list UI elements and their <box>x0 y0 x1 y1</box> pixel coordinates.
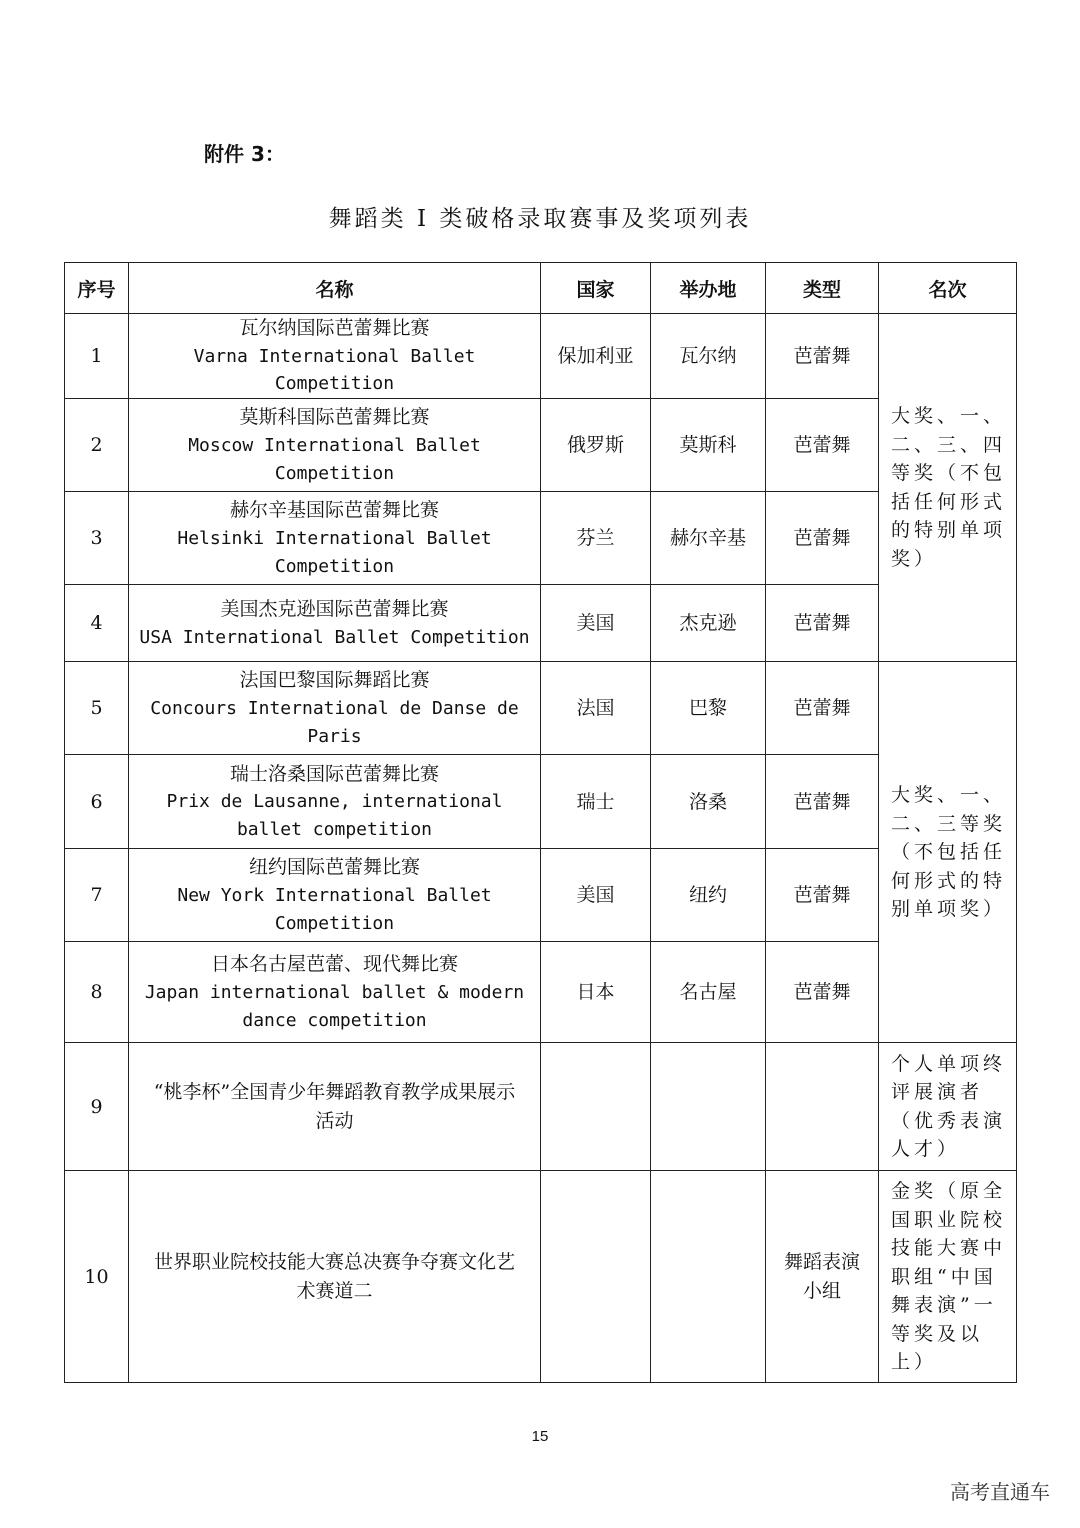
row-venue <box>651 1043 766 1171</box>
name-en: Japan international ballet & modern dance competition <box>144 981 525 1031</box>
rank-group-2: 大奖、一、二、三等奖（不包括任何形式的特别单项奖） <box>879 662 1017 1043</box>
name-zh: 瑞士洛桑国际芭蕾舞比赛 <box>229 762 439 785</box>
header-rank: 名次 <box>879 263 1017 314</box>
row-venue: 纽约 <box>651 849 766 942</box>
row-no: 8 <box>65 942 129 1043</box>
row-country: 日本 <box>541 942 651 1043</box>
row-name <box>129 314 541 399</box>
table-row <box>65 585 1017 662</box>
row-name <box>129 662 541 755</box>
row-country: 美国 <box>541 849 651 942</box>
table-header-row <box>65 263 1017 314</box>
name-zh: 法国巴黎国际舞蹈比赛 <box>239 669 430 692</box>
row-venue: 莫斯科 <box>651 399 766 492</box>
row-name <box>129 755 541 849</box>
table-row <box>65 492 1017 585</box>
name-en: Moscow International Ballet Competition <box>188 434 481 484</box>
row-country: 芬兰 <box>541 492 651 585</box>
name-en: Prix de Lausanne, international ballet competition <box>166 791 503 841</box>
row-country: 美国 <box>541 585 651 662</box>
name-zh: 纽约国际芭蕾舞比赛 <box>248 856 420 879</box>
row-venue: 洛桑 <box>651 755 766 849</box>
row-type: 芭蕾舞 <box>766 755 879 849</box>
row-name <box>129 1171 541 1383</box>
row-name <box>129 492 541 585</box>
rank-group-1: 大奖、一、二、三、四等奖（不包括任何形式的特别单项奖） <box>879 314 1017 662</box>
header-country: 国家 <box>541 263 651 314</box>
row-type <box>766 1043 879 1171</box>
table-row <box>65 399 1017 492</box>
row-no: 1 <box>65 314 129 399</box>
name-zh: 美国杰克逊国际芭蕾舞比赛 <box>220 598 449 621</box>
row-name <box>129 849 541 942</box>
row-country: 俄罗斯 <box>541 399 651 492</box>
name-zh: 莫斯科国际芭蕾舞比赛 <box>239 406 430 429</box>
page-number: 15 <box>531 1428 549 1445</box>
row-venue: 瓦尔纳 <box>651 314 766 399</box>
name-zh: 世界职业院校技能大赛总决赛争夺赛文化艺术赛道二 <box>153 1251 515 1302</box>
name-en: New York International Ballet Competition <box>177 884 492 934</box>
row-type: 芭蕾舞 <box>766 942 879 1043</box>
header-no: 序号 <box>65 263 129 314</box>
name-zh: “桃李杯”全国青少年舞蹈教育教学成果展示活动 <box>153 1081 516 1132</box>
row-venue: 名古屋 <box>651 942 766 1043</box>
row-country: 法国 <box>541 662 651 755</box>
row-no: 3 <box>65 492 129 585</box>
row-no: 5 <box>65 662 129 755</box>
row-venue: 杰克逊 <box>651 585 766 662</box>
competition-table <box>64 262 1017 1383</box>
row-name <box>129 1043 541 1171</box>
row-venue: 赫尔辛基 <box>651 492 766 585</box>
row-country <box>541 1043 651 1171</box>
table-row <box>65 755 1017 849</box>
row-type: 芭蕾舞 <box>766 492 879 585</box>
row-type: 芭蕾舞 <box>766 314 879 399</box>
row-name <box>129 585 541 662</box>
header-name: 名称 <box>129 263 541 314</box>
table-row <box>65 1043 1017 1171</box>
row-type: 芭蕾舞 <box>766 662 879 755</box>
row-type: 芭蕾舞 <box>766 849 879 942</box>
row-country <box>541 1171 651 1383</box>
table-row <box>65 662 1017 755</box>
row-no: 7 <box>65 849 129 942</box>
row-venue: 巴黎 <box>651 662 766 755</box>
name-zh: 日本名古屋芭蕾、现代舞比赛 <box>210 953 458 976</box>
row-no: 9 <box>65 1043 129 1171</box>
rank-row-10: 金奖（原全国职业院校技能大赛中职组“中国舞表演”一等奖及以上） <box>879 1171 1017 1383</box>
row-no: 6 <box>65 755 129 849</box>
table-row <box>65 849 1017 942</box>
row-no: 4 <box>65 585 129 662</box>
name-en: Helsinki International Ballet Competition <box>177 527 492 577</box>
row-no: 10 <box>65 1171 129 1383</box>
row-type: 芭蕾舞 <box>766 585 879 662</box>
row-type: 舞蹈表演小组 <box>766 1171 879 1383</box>
row-name <box>129 399 541 492</box>
name-zh: 赫尔辛基国际芭蕾舞比赛 <box>229 499 439 522</box>
name-zh: 瓦尔纳国际芭蕾舞比赛 <box>239 317 430 339</box>
rank-row-9: 个人单项终评展演者（优秀表演人才） <box>879 1043 1017 1171</box>
row-type: 芭蕾舞 <box>766 399 879 492</box>
table-row <box>65 314 1017 399</box>
header-venue: 举办地 <box>651 263 766 314</box>
name-en: Concours International de Danse de Paris <box>150 697 519 747</box>
attachment-label: 附件 3： <box>204 142 285 166</box>
page-title: 舞蹈类 Ⅰ 类破格录取赛事及奖项列表 <box>328 206 752 232</box>
table-row <box>65 942 1017 1043</box>
row-no: 2 <box>65 399 129 492</box>
row-venue <box>651 1171 766 1383</box>
table-row <box>65 1171 1017 1383</box>
watermark: 高考直通车 <box>950 1480 1050 1504</box>
row-country: 保加利亚 <box>541 314 651 399</box>
name-en: Varna International Ballet Competition <box>193 345 476 395</box>
row-name <box>129 942 541 1043</box>
name-en: USA International Ballet Competition <box>139 626 530 648</box>
row-country: 瑞士 <box>541 755 651 849</box>
header-type: 类型 <box>766 263 879 314</box>
